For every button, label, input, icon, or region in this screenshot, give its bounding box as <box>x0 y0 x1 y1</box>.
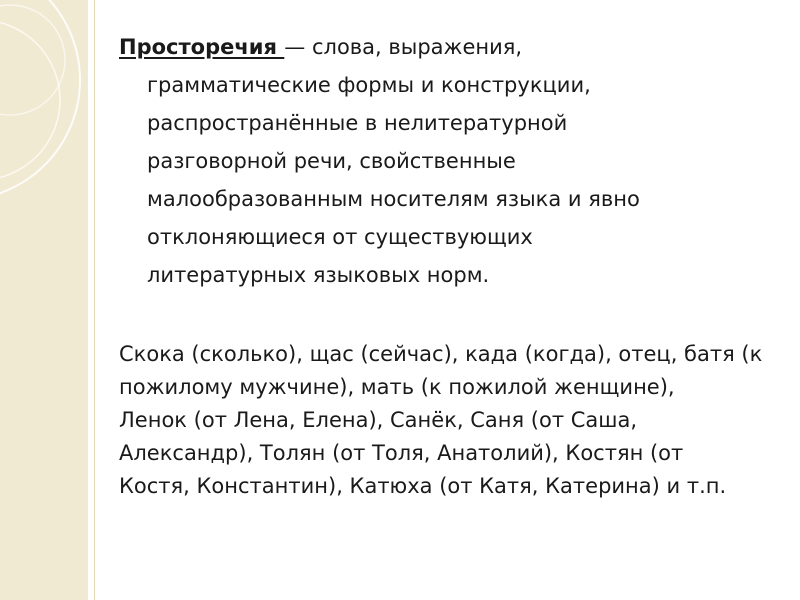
definition-paragraph <box>119 28 679 294</box>
decorative-circles <box>0 0 88 600</box>
decorative-side-band <box>0 0 88 600</box>
definition-line: распространённые в нелитературной <box>147 111 568 135</box>
decorative-circle-medium <box>0 20 60 180</box>
definition-first-line <box>119 28 679 66</box>
definition-line: грамматические формы и конструкции, <box>147 73 591 97</box>
examples-line: Александр), Толян (от Толя, Анатолий), Костян (от <box>119 441 684 465</box>
examples-paragraph <box>119 338 779 503</box>
definition-line: отклоняющиеся от существующих <box>147 225 533 249</box>
decorative-circle-large <box>0 0 80 200</box>
examples-line: Ленок (от Лена, Елена), Санёк, Саня (от Саша, <box>119 408 638 432</box>
definition-line: литературных языковых норм. <box>147 263 490 287</box>
vertical-divider <box>94 0 95 600</box>
term-heading: Просторечия <box>119 35 285 59</box>
examples-line: пожилому мужчине), мать (к пожилой женщине), <box>119 375 675 399</box>
decorative-circle-small <box>0 5 65 115</box>
examples-line: Скока (сколько), щас (сейчас), када (когда), отец, батя (к <box>119 342 763 366</box>
definition-line: разговорной речи, свойственные <box>147 149 516 173</box>
examples-line: Костя, Константин), Катюха (от Катя, Катерина) и т.п. <box>119 474 727 498</box>
definition-line: малообразованным носителям языка и явно <box>147 187 640 211</box>
definition-first-line-rest: — слова, выражения, <box>284 35 523 59</box>
